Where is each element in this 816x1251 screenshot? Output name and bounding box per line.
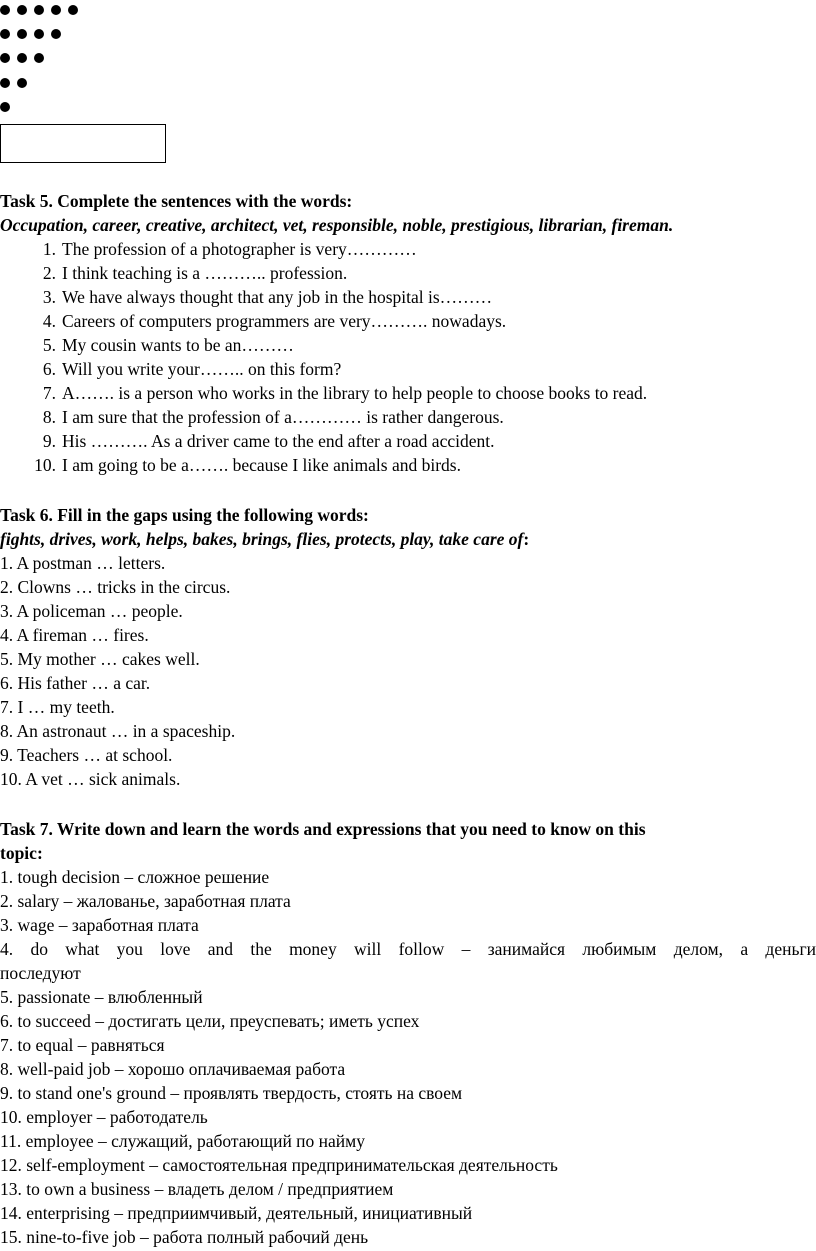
dot-icon	[17, 78, 27, 88]
task7-item: 1. tough decision – сложное решение	[0, 867, 270, 887]
task5-item	[0, 405, 816, 429]
task7-item: 12. self-employment – самостоятельная предпринимательская деятельность	[0, 1155, 558, 1175]
task5-item-text: The profession of a photographer is very…………	[62, 239, 417, 259]
task5-item-number: 6.	[42, 359, 56, 379]
task5-item	[0, 237, 816, 261]
task7-item: 14. enterprising – предприимчивый, деятельный, инициативный	[0, 1203, 473, 1223]
task5-item-number: 3.	[42, 287, 56, 307]
dot-icon	[0, 78, 10, 88]
dot-icon	[0, 102, 10, 112]
dot-icon	[17, 53, 27, 63]
task5-item	[0, 309, 816, 333]
dot-icon	[34, 29, 44, 39]
task6-title: Task 6. Fill in the gaps using the following words:	[0, 505, 369, 525]
task5-item-text: Will you write your…….. on this form?	[62, 359, 342, 379]
task7-item: 11. employee – служащий, работающий по найму	[0, 1131, 365, 1151]
task5-item	[0, 453, 816, 477]
task6-item: 9. Teachers … at school.	[0, 745, 173, 765]
task5-item-text: I am sure that the profession of a………… is rather dangerous.	[62, 407, 504, 427]
dot-icon	[51, 5, 61, 15]
task5-item-number: 1.	[42, 239, 56, 259]
task7-item: 9. to stand one's ground – проявлять твердость, стоять на своем	[0, 1083, 463, 1103]
task5-item-text: His ………. As a driver came to the end after a road accident.	[62, 431, 495, 451]
task7-title-line-2: topic:	[0, 843, 43, 863]
task6-item: 5. My mother … cakes well.	[0, 649, 200, 669]
task7-item-4-line-1: 4. do what you love and the money will follow – занимайся любимым делом, а деньги	[0, 939, 816, 959]
task6-words: fights, drives, work, helps, bakes, brings, flies, protects, play, take care of	[0, 529, 524, 549]
dot-icon	[0, 5, 10, 15]
task5-item-number: 4.	[42, 311, 56, 331]
task6-item: 4. A fireman … fires.	[0, 625, 149, 645]
dot-icon	[0, 53, 10, 63]
task5-item-text: We have always thought that any job in the hospital is………	[62, 287, 493, 307]
task7-title-line-1: Task 7. Write down and learn the words and expressions that you need to know on this	[0, 819, 646, 839]
dot-icon	[68, 5, 78, 15]
task6-item: 3. A policeman … people.	[0, 601, 183, 621]
task5-item-text: I think teaching is a ……….. profession.	[62, 263, 348, 283]
task5-item	[0, 285, 816, 309]
task7-item: 15. nine-to-five job – работа полный рабочий день	[0, 1227, 369, 1247]
task5-item-number: 7.	[42, 383, 56, 403]
task5-item-number: 9.	[42, 431, 56, 451]
dot-icon	[34, 53, 44, 63]
task6-item: 1. A postman … letters.	[0, 553, 166, 573]
task5-title: Task 5. Complete the sentences with the words:	[0, 191, 353, 211]
task5-item	[0, 429, 816, 453]
task6-item: 2. Clowns … tricks in the circus.	[0, 577, 231, 597]
empty-answer-box	[0, 124, 166, 163]
task7-item: 6. to succeed – достигать цели, преуспевать; иметь успех	[0, 1011, 420, 1031]
task7-item: 7. to equal – равняться	[0, 1035, 165, 1055]
dot-icon	[51, 29, 61, 39]
task5-item-text: A……. is a person who works in the library to help people to choose books to read.	[62, 383, 648, 403]
dot-icon	[34, 5, 44, 15]
task5-item-text: I am going to be a……. because I like animals and birds.	[62, 455, 461, 475]
dot-icon	[0, 29, 10, 39]
task5-item-text: Careers of computers programmers are very………. nowadays.	[62, 311, 507, 331]
task5-item	[0, 261, 816, 285]
task5-item-text: My cousin wants to be an………	[62, 335, 294, 355]
dot-icon	[17, 29, 27, 39]
task7-item: 2. salary – жалованье, заработная плата	[0, 891, 291, 911]
task5-word-list: Occupation, career, creative, architect, vet, responsible, noble, prestigious, librarian, fireman.	[0, 215, 674, 235]
task6-item: 10. A vet … sick animals.	[0, 769, 181, 789]
task6-item: 6. His father … a car.	[0, 673, 151, 693]
task7-item: 8. well-paid job – хорошо оплачиваемая работа	[0, 1059, 346, 1079]
task5-item-number: 10.	[34, 455, 56, 475]
task6-words-colon: :	[523, 529, 530, 549]
task6-word-list	[0, 527, 816, 551]
task5-item	[0, 333, 816, 357]
task7-item-4-line-2: последуют	[0, 963, 81, 983]
task7-item: 13. to own a business – владеть делом / предприятием	[0, 1179, 394, 1199]
task6-item: 8. An astronaut … in a spaceship.	[0, 721, 236, 741]
task5-item-number: 8.	[42, 407, 56, 427]
dot-icon	[17, 5, 27, 15]
task7-item: 5. passionate – влюбленный	[0, 987, 203, 1007]
task6-item: 7. I … my teeth.	[0, 697, 115, 717]
task7-item: 10. employer – работодатель	[0, 1107, 208, 1127]
task7-item: 3. wage – заработная плата	[0, 915, 199, 935]
task5-item	[0, 357, 816, 381]
task5-item	[0, 381, 816, 405]
task5-item-number: 2.	[42, 263, 56, 283]
task5-item-number: 5.	[42, 335, 56, 355]
